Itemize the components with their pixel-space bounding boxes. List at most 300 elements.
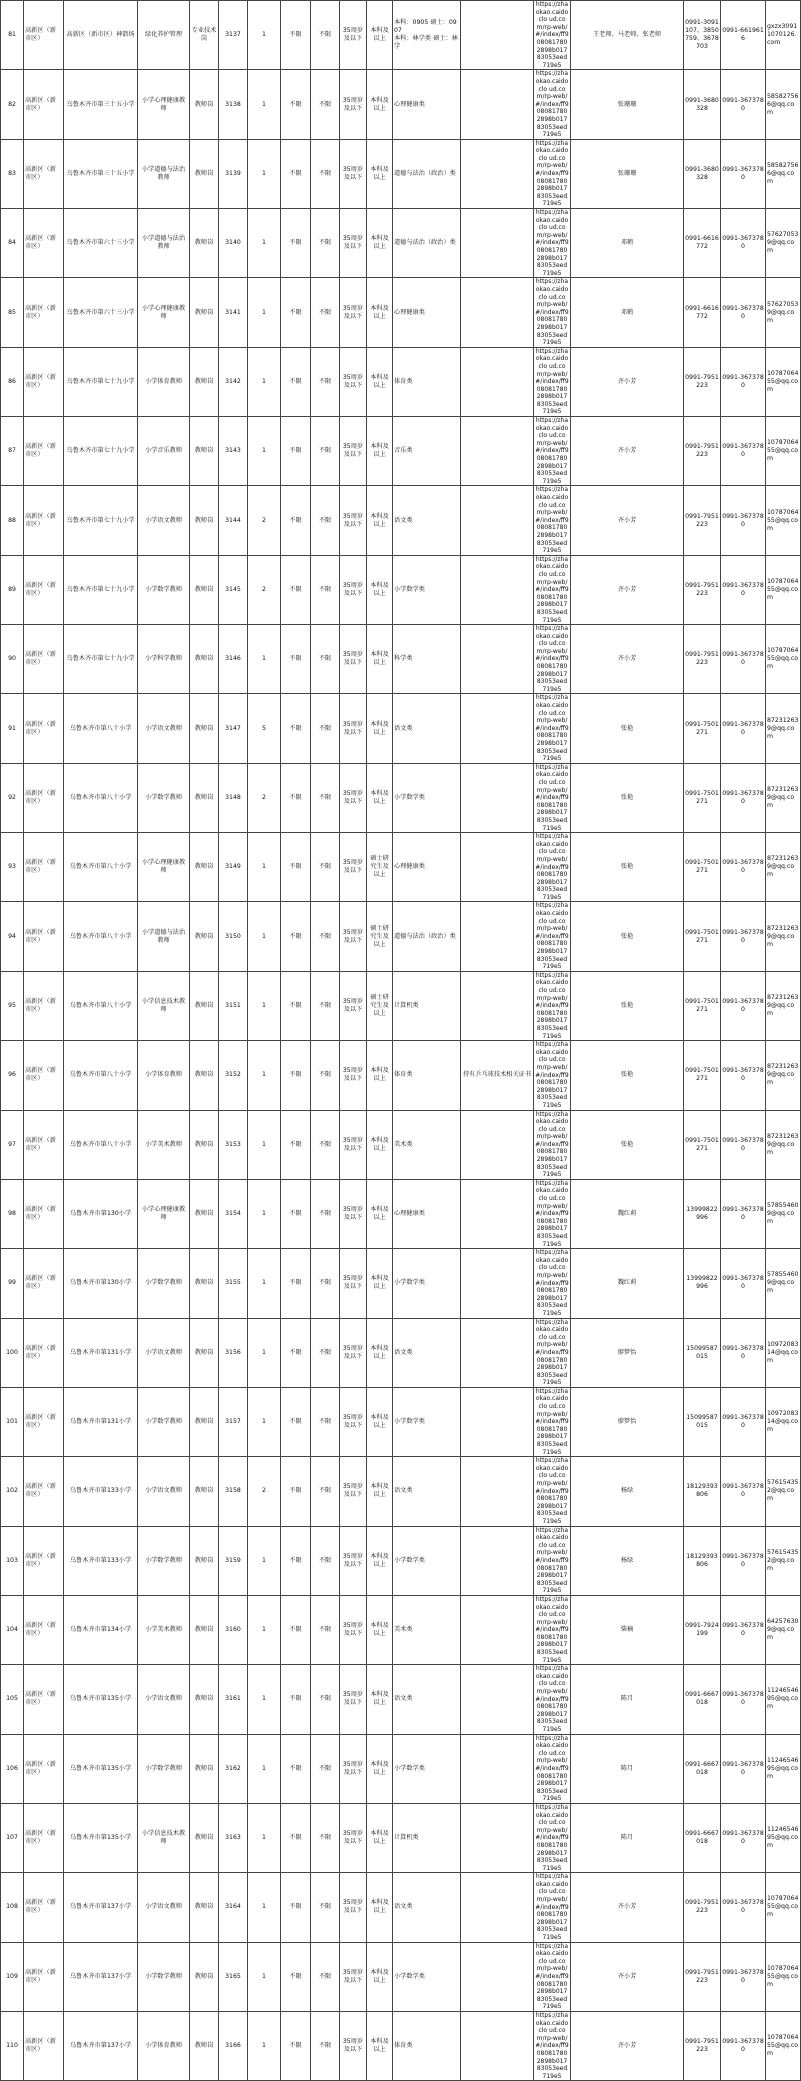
cell-major bbox=[393, 1179, 461, 1248]
cell-website: https://zhaokao.caidoclo ud.com/rp-web/#/index/ff9080817802898b01783053eed719e5 bbox=[535, 1457, 569, 1525]
cell-count: 1 bbox=[248, 625, 281, 694]
cell-requirement-a: 不限 bbox=[281, 1387, 311, 1456]
cell-unit: 乌鲁木齐市第137小学 bbox=[64, 2011, 138, 2080]
cell-age: 35周岁及以下 bbox=[340, 971, 367, 1040]
cell-phone: 0991-7924199 bbox=[684, 1595, 721, 1664]
cell-code: 3153 bbox=[219, 1110, 248, 1179]
cell-count: 2 bbox=[248, 486, 281, 555]
cell-requirement-a: 不限 bbox=[281, 1665, 311, 1734]
cell-contact: 张艳 bbox=[571, 971, 684, 1040]
cell-age: 35周岁及以下 bbox=[340, 1110, 367, 1179]
cell-code: 3138 bbox=[219, 70, 248, 139]
cell-unit: 乌鲁木齐市第131小学 bbox=[64, 1387, 138, 1456]
cell-email: 1097208314@qq.com bbox=[766, 1318, 801, 1387]
cell-code: 3146 bbox=[219, 625, 248, 694]
cell-code: 3160 bbox=[219, 1595, 248, 1664]
cell-education: 本科及以上 bbox=[367, 1457, 393, 1526]
cell-complaint-phone: 0991-3673780 bbox=[721, 139, 766, 208]
cell-email: 1078706455@qq.com bbox=[766, 347, 801, 416]
cell-district: 高新区（新市区） bbox=[24, 1665, 64, 1734]
cell-education: 本科及以上 bbox=[367, 1318, 393, 1387]
table-row bbox=[1, 555, 801, 624]
cell-seq: 99 bbox=[1, 1249, 24, 1318]
cell-district: 高新区（新市区） bbox=[24, 971, 64, 1040]
cell-unit: 乌鲁木齐市第137小学 bbox=[64, 1942, 138, 2011]
cell-requirement-a: 不限 bbox=[281, 1457, 311, 1526]
cell-seq: 108 bbox=[1, 1873, 24, 1942]
cell-major bbox=[393, 1803, 461, 1872]
cell-requirement-b: 不限 bbox=[311, 1110, 340, 1179]
cell-major bbox=[393, 763, 461, 832]
cell-count: 1 bbox=[248, 70, 281, 139]
cell-district: 高新区（新市区） bbox=[24, 70, 64, 139]
cell-unit: 乌鲁木齐市第131小学 bbox=[64, 1318, 138, 1387]
cell-code: 3137 bbox=[219, 1, 248, 70]
cell-count: 1 bbox=[248, 833, 281, 902]
cell-requirement-a: 不限 bbox=[281, 1249, 311, 1318]
cell-unit: 乌鲁木齐市第137小学 bbox=[64, 1873, 138, 1942]
cell-count: 1 bbox=[248, 1110, 281, 1179]
cell-email: gxzx30911070126.com bbox=[766, 1, 801, 70]
cell-position: 小学数学教师 bbox=[138, 1526, 190, 1595]
cell-requirement-b: 不限 bbox=[311, 70, 340, 139]
cell-age: 35周岁及以下 bbox=[340, 417, 367, 486]
cell-category: 教师岗 bbox=[190, 1041, 219, 1110]
cell-unit: 乌鲁木齐市第八十小学 bbox=[64, 902, 138, 971]
cell-age: 35周岁及以下 bbox=[340, 763, 367, 832]
cell-position: 小学语文教师 bbox=[138, 1665, 190, 1734]
cell-position: 小学数学教师 bbox=[138, 1249, 190, 1318]
cell-code: 3150 bbox=[219, 902, 248, 971]
cell-category: 教师岗 bbox=[190, 1595, 219, 1664]
cell-major-category: 语文类 bbox=[394, 724, 413, 732]
cell-seq: 93 bbox=[1, 833, 24, 902]
cell-requirement-b: 不限 bbox=[311, 347, 340, 416]
cell-age: 35周岁及以下 bbox=[340, 1249, 367, 1318]
cell-complaint-phone: 0991-3673780 bbox=[721, 833, 766, 902]
cell-contact: 齐小芳 bbox=[571, 1942, 684, 2011]
cell-phone: 18129393806 bbox=[684, 1526, 721, 1595]
cell-unit: 乌鲁木齐市第七十九小学 bbox=[64, 347, 138, 416]
cell-requirement-b: 不限 bbox=[311, 1942, 340, 2011]
cell-position: 小学体育教师 bbox=[138, 347, 190, 416]
cell-contact: 张珊珊 bbox=[571, 139, 684, 208]
cell-unit: 乌鲁木齐市第133小学 bbox=[64, 1457, 138, 1526]
cell-contact: 邓鹤 bbox=[571, 278, 684, 347]
cell-email: 1078706455@qq.com bbox=[766, 625, 801, 694]
table-row bbox=[1, 70, 801, 139]
cell-education: 本科及以上 bbox=[367, 1942, 393, 2011]
table-row bbox=[1, 1, 801, 70]
cell-district: 高新区（新市区） bbox=[24, 694, 64, 763]
cell-requirement-a: 不限 bbox=[281, 1, 311, 70]
table-row bbox=[1, 902, 801, 971]
cell-website: https://zhaokao.caidoclo ud.com/rp-web/#/index/ff9080817802898b01783053eed719e5 bbox=[535, 763, 569, 832]
cell-code: 3164 bbox=[219, 1873, 248, 1942]
table-row bbox=[1, 1942, 801, 2011]
cell-major-category: 心理健康类 bbox=[394, 308, 425, 316]
cell-other-condition bbox=[461, 1387, 534, 1456]
cell-requirement-b: 不限 bbox=[311, 417, 340, 486]
cell-major-category: 小学数学类 bbox=[394, 1556, 425, 1564]
cell-unit: 乌鲁木齐市第八十小学 bbox=[64, 694, 138, 763]
cell-complaint-phone: 0991-3673780 bbox=[721, 70, 766, 139]
table-row bbox=[1, 694, 801, 763]
cell-unit: 乌鲁木齐市第六十三小学 bbox=[64, 278, 138, 347]
cell-phone: 13999822996 bbox=[684, 1249, 721, 1318]
cell-requirement-b: 不限 bbox=[311, 278, 340, 347]
table-body bbox=[1, 1, 801, 2081]
table-row bbox=[1, 417, 801, 486]
cell-code: 3161 bbox=[219, 1665, 248, 1734]
cell-website: https://zhaokao.caidoclo ud.com/rp-web/#/index/ff9080817802898b01783053eed719e5 bbox=[535, 833, 569, 901]
cell-unit: 乌鲁木齐市第八十小学 bbox=[64, 763, 138, 832]
cell-other-condition bbox=[461, 1318, 534, 1387]
table-row bbox=[1, 763, 801, 832]
cell-position: 小学语文教师 bbox=[138, 694, 190, 763]
cell-code: 3156 bbox=[219, 1318, 248, 1387]
table-row bbox=[1, 209, 801, 278]
cell-requirement-b: 不限 bbox=[311, 833, 340, 902]
cell-education: 本科及以上 bbox=[367, 70, 393, 139]
cell-category: 教师岗 bbox=[190, 209, 219, 278]
cell-complaint-phone: 0991-3673780 bbox=[721, 1734, 766, 1803]
cell-category: 教师岗 bbox=[190, 2011, 219, 2080]
cell-other-condition bbox=[461, 555, 534, 624]
cell-education: 本科及以上 bbox=[367, 1526, 393, 1595]
cell-email: 585827566@qq.com bbox=[766, 70, 801, 139]
cell-requirement-b: 不限 bbox=[311, 1387, 340, 1456]
cell-category: 教师岗 bbox=[190, 1734, 219, 1803]
cell-website: https://zhaokao.caidoclo ud.com/rp-web/#/index/ff9080817802898b01783053eed719e5 bbox=[535, 1387, 569, 1456]
cell-education: 硕士研究生及以上 bbox=[367, 971, 393, 1040]
cell-category: 教师岗 bbox=[190, 1526, 219, 1595]
cell-requirement-a: 不限 bbox=[281, 1873, 311, 1942]
cell-age: 35周岁及以下 bbox=[340, 139, 367, 208]
cell-position: 小学数学教师 bbox=[138, 555, 190, 624]
cell-age: 35周岁及以下 bbox=[340, 555, 367, 624]
cell-category: 教师岗 bbox=[190, 1249, 219, 1318]
cell-count: 1 bbox=[248, 1942, 281, 2011]
cell-seq: 109 bbox=[1, 1942, 24, 2011]
cell-education: 本科及以上 bbox=[367, 1387, 393, 1456]
cell-seq: 89 bbox=[1, 555, 24, 624]
cell-seq: 102 bbox=[1, 1457, 24, 1526]
cell-code: 3154 bbox=[219, 1179, 248, 1248]
cell-district: 高新区（新市区） bbox=[24, 1249, 64, 1318]
cell-position: 小学心理健康教师 bbox=[138, 1179, 190, 1248]
cell-website: https://zhaokao.caidoclo ud.com/rp-web/#/index/ff9080817802898b01783053eed719e5 bbox=[535, 1595, 569, 1664]
cell-seq: 81 bbox=[1, 1, 24, 70]
cell-email: 1124654695@qq.com bbox=[766, 1665, 801, 1734]
cell-requirement-b: 不限 bbox=[311, 902, 340, 971]
cell-contact: 张艳 bbox=[571, 1110, 684, 1179]
cell-major bbox=[393, 70, 461, 139]
cell-major-category: 语文类 bbox=[394, 1348, 413, 1356]
cell-unit: 乌鲁木齐市第三十五小学 bbox=[64, 139, 138, 208]
cell-category: 教师岗 bbox=[190, 625, 219, 694]
cell-education: 本科及以上 bbox=[367, 417, 393, 486]
cell-seq: 106 bbox=[1, 1734, 24, 1803]
cell-other-condition bbox=[461, 417, 534, 486]
cell-count: 1 bbox=[248, 1665, 281, 1734]
cell-age: 35周岁及以下 bbox=[340, 694, 367, 763]
cell-count: 1 bbox=[248, 1803, 281, 1872]
cell-age: 35周岁及以下 bbox=[340, 1041, 367, 1110]
cell-website: https://zhaokao.caidoclo ud.com/rp-web/#/index/ff9080817802898b01783053eed719e5 bbox=[535, 1873, 569, 1942]
cell-age: 35周岁及以下 bbox=[340, 625, 367, 694]
cell-email: 1078706455@qq.com bbox=[766, 417, 801, 486]
cell-major-category: 美术类 bbox=[394, 1626, 413, 1634]
cell-other-condition bbox=[461, 347, 534, 416]
cell-education: 硕士研究生及以上 bbox=[367, 902, 393, 971]
cell-requirement-a: 不限 bbox=[281, 347, 311, 416]
cell-category: 教师岗 bbox=[190, 1665, 219, 1734]
cell-requirement-b: 不限 bbox=[311, 763, 340, 832]
table-row bbox=[1, 1041, 801, 1110]
cell-major bbox=[393, 1041, 461, 1110]
cell-unit: 乌鲁木齐市第七十九小学 bbox=[64, 417, 138, 486]
cell-category: 教师岗 bbox=[190, 1387, 219, 1456]
cell-phone: 0991-6667018 bbox=[684, 1665, 721, 1734]
cell-contact: 齐小芳 bbox=[571, 347, 684, 416]
cell-seq: 95 bbox=[1, 971, 24, 1040]
cell-other-condition bbox=[461, 1942, 534, 2011]
cell-contact: 张珊珊 bbox=[571, 70, 684, 139]
cell-requirement-a: 不限 bbox=[281, 1179, 311, 1248]
cell-contact: 陈月 bbox=[571, 1803, 684, 1872]
cell-position: 小学道德与法治教师 bbox=[138, 209, 190, 278]
cell-age: 35周岁及以下 bbox=[340, 278, 367, 347]
cell-email: 1078706455@qq.com bbox=[766, 1873, 801, 1942]
cell-major-category: 体育类 bbox=[394, 1071, 413, 1079]
cell-position: 小学心理健康教师 bbox=[138, 833, 190, 902]
cell-phone: 0991-7501271 bbox=[684, 694, 721, 763]
cell-other-condition bbox=[461, 486, 534, 555]
cell-major-category: 心理健康类 bbox=[394, 1210, 425, 1218]
cell-position: 小学信息技术教师 bbox=[138, 971, 190, 1040]
cell-requirement-a: 不限 bbox=[281, 971, 311, 1040]
cell-major-category: 体育类 bbox=[394, 377, 413, 385]
cell-phone: 0991-6667018 bbox=[684, 1803, 721, 1872]
cell-email: 872312639@qq.com bbox=[766, 902, 801, 971]
cell-email: 872312639@qq.com bbox=[766, 1110, 801, 1179]
cell-district: 高新区（新市区） bbox=[24, 1595, 64, 1664]
cell-education: 本科及以上 bbox=[367, 2011, 393, 2080]
cell-district: 高新区（新市区） bbox=[24, 1110, 64, 1179]
cell-other-condition bbox=[461, 625, 534, 694]
cell-requirement-b: 不限 bbox=[311, 555, 340, 624]
cell-major bbox=[393, 347, 461, 416]
cell-code: 3166 bbox=[219, 2011, 248, 2080]
cell-complaint-phone: 0991-3673780 bbox=[721, 625, 766, 694]
cell-seq: 100 bbox=[1, 1318, 24, 1387]
cell-major-category: 道德与法治（政治）类 bbox=[394, 239, 456, 247]
cell-contact: 杨绿 bbox=[571, 1526, 684, 1595]
cell-age: 35周岁及以下 bbox=[340, 1457, 367, 1526]
cell-complaint-phone: 0991-3673780 bbox=[721, 278, 766, 347]
cell-code: 3140 bbox=[219, 209, 248, 278]
cell-contact: 齐小芳 bbox=[571, 625, 684, 694]
cell-unit: 乌鲁木齐市第八十小学 bbox=[64, 1110, 138, 1179]
cell-complaint-phone: 0991-3673780 bbox=[721, 486, 766, 555]
cell-education: 硕士研究生及以上 bbox=[367, 833, 393, 902]
cell-contact: 廖梦怡 bbox=[571, 1318, 684, 1387]
cell-district: 高新区（新市区） bbox=[24, 2011, 64, 2080]
cell-age: 35周岁及以下 bbox=[340, 833, 367, 902]
cell-other-condition bbox=[461, 1249, 534, 1318]
cell-website: https://zhaokao.caidoclo ud.com/rp-web/#/index/ff9080817802898b01783053eed719e5 bbox=[535, 1249, 569, 1317]
cell-age: 35周岁及以下 bbox=[340, 1, 367, 70]
cell-district: 高新区（新市区） bbox=[24, 1, 64, 70]
cell-other-condition bbox=[461, 278, 534, 347]
cell-count: 1 bbox=[248, 1526, 281, 1595]
cell-email: 576270539@qq.com bbox=[766, 278, 801, 347]
cell-phone: 0991-7501271 bbox=[684, 833, 721, 902]
table-row bbox=[1, 347, 801, 416]
cell-seq: 103 bbox=[1, 1526, 24, 1595]
cell-age: 35周岁及以下 bbox=[340, 1387, 367, 1456]
cell-complaint-phone: 0991-3673780 bbox=[721, 763, 766, 832]
cell-age: 35周岁及以下 bbox=[340, 1318, 367, 1387]
cell-major-category: 美术类 bbox=[394, 1140, 413, 1148]
cell-website: https://zhaokao.caidoclo ud.com/rp-web/#/index/ff9080817802898b01783053eed719e5 bbox=[535, 209, 569, 277]
cell-code: 3142 bbox=[219, 347, 248, 416]
cell-major-category: 心理健康类 bbox=[394, 100, 425, 108]
cell-education: 本科及以上 bbox=[367, 625, 393, 694]
cell-education: 本科及以上 bbox=[367, 1249, 393, 1318]
cell-contact: 齐小芳 bbox=[571, 555, 684, 624]
cell-count: 1 bbox=[248, 139, 281, 208]
cell-other-condition bbox=[461, 1526, 534, 1595]
cell-seq: 98 bbox=[1, 1179, 24, 1248]
cell-position: 小学音乐教师 bbox=[138, 417, 190, 486]
cell-seq: 105 bbox=[1, 1665, 24, 1734]
cell-count: 1 bbox=[248, 1041, 281, 1110]
table-row bbox=[1, 971, 801, 1040]
cell-website: https://zhaokao.caidoclo ud.com/rp-web/#/index/ff9080817802898b01783053eed719e5 bbox=[535, 70, 569, 139]
cell-email: 578554609@qq.com bbox=[766, 1179, 801, 1248]
cell-requirement-b: 不限 bbox=[311, 486, 340, 555]
cell-unit: 乌鲁木齐市第133小学 bbox=[64, 1526, 138, 1595]
table-row bbox=[1, 2011, 801, 2080]
table-row bbox=[1, 1665, 801, 1734]
cell-phone: 0991-7951223 bbox=[684, 625, 721, 694]
cell-position: 小学体育教师 bbox=[138, 2011, 190, 2080]
cell-unit: 乌鲁木齐市第七十九小学 bbox=[64, 555, 138, 624]
cell-position: 小学数学教师 bbox=[138, 1942, 190, 2011]
cell-requirement-b: 不限 bbox=[311, 1803, 340, 1872]
cell-major-category: 小学数学类 bbox=[394, 1418, 425, 1426]
cell-phone: 15099587015 bbox=[684, 1387, 721, 1456]
cell-category: 教师岗 bbox=[190, 70, 219, 139]
cell-position: 小学信息技术教师 bbox=[138, 1803, 190, 1872]
cell-district: 高新区（新市区） bbox=[24, 1942, 64, 2011]
cell-unit: 乌鲁木齐市第八十小学 bbox=[64, 833, 138, 902]
cell-district: 高新区（新市区） bbox=[24, 1803, 64, 1872]
cell-email: 642576309@qq.com bbox=[766, 1595, 801, 1664]
cell-district: 高新区（新市区） bbox=[24, 1734, 64, 1803]
cell-count: 5 bbox=[248, 694, 281, 763]
cell-requirement-b: 不限 bbox=[311, 1595, 340, 1664]
cell-requirement-a: 不限 bbox=[281, 1595, 311, 1664]
table-row bbox=[1, 278, 801, 347]
cell-education: 本科及以上 bbox=[367, 139, 393, 208]
cell-seq: 85 bbox=[1, 278, 24, 347]
cell-requirement-b: 不限 bbox=[311, 694, 340, 763]
cell-category: 教师岗 bbox=[190, 763, 219, 832]
table-row bbox=[1, 1249, 801, 1318]
cell-code: 3159 bbox=[219, 1526, 248, 1595]
cell-seq: 87 bbox=[1, 417, 24, 486]
cell-phone: 0991-6667018 bbox=[684, 1734, 721, 1803]
cell-email: 576154352@qq.com bbox=[766, 1526, 801, 1595]
cell-code: 3158 bbox=[219, 1457, 248, 1526]
cell-phone: 0991-7951223 bbox=[684, 1942, 721, 2011]
cell-requirement-a: 不限 bbox=[281, 417, 311, 486]
cell-category: 专业技术岗 bbox=[190, 1, 219, 70]
cell-other-condition bbox=[461, 1179, 534, 1248]
cell-requirement-a: 不限 bbox=[281, 763, 311, 832]
cell-website: https://zhaokao.caidoclo ud.com/rp-web/#/index/ff9080817802898b01783053eed719e5 bbox=[535, 625, 569, 693]
cell-website: https://zhaokao.caidoclo ud.com/rp-web/#/index/ff9080817802898b01783053eed719e5 bbox=[535, 1110, 569, 1179]
cell-contact: 魏红莉 bbox=[571, 1179, 684, 1248]
cell-position: 小学体育教师 bbox=[138, 1041, 190, 1110]
cell-position: 小学数学教师 bbox=[138, 1387, 190, 1456]
cell-phone: 0991-3680328 bbox=[684, 139, 721, 208]
cell-requirement-a: 不限 bbox=[281, 625, 311, 694]
cell-seq: 83 bbox=[1, 139, 24, 208]
cell-major bbox=[393, 486, 461, 555]
cell-position: 小学美术教师 bbox=[138, 1595, 190, 1664]
cell-education: 本科及以上 bbox=[367, 1595, 393, 1664]
cell-contact: 张艳 bbox=[571, 1041, 684, 1110]
cell-major bbox=[393, 1595, 461, 1664]
cell-other-condition bbox=[461, 1734, 534, 1803]
cell-category: 教师岗 bbox=[190, 971, 219, 1040]
cell-major bbox=[393, 833, 461, 902]
cell-contact: 杨绿 bbox=[571, 1457, 684, 1526]
cell-other-condition bbox=[461, 902, 534, 971]
cell-requirement-a: 不限 bbox=[281, 1318, 311, 1387]
cell-complaint-phone: 0991-3673780 bbox=[721, 417, 766, 486]
cell-age: 35周岁及以下 bbox=[340, 902, 367, 971]
cell-phone: 0991-7951223 bbox=[684, 555, 721, 624]
cell-email: 1078706455@qq.com bbox=[766, 555, 801, 624]
cell-district: 高新区（新市区） bbox=[24, 209, 64, 278]
cell-other-condition bbox=[461, 70, 534, 139]
cell-education: 本科及以上 bbox=[367, 1041, 393, 1110]
cell-count: 2 bbox=[248, 555, 281, 624]
cell-other-condition bbox=[461, 1803, 534, 1872]
cell-count: 1 bbox=[248, 1318, 281, 1387]
cell-category: 教师岗 bbox=[190, 139, 219, 208]
cell-category: 教师岗 bbox=[190, 833, 219, 902]
cell-major-category: 语文类 bbox=[394, 1903, 413, 1911]
cell-position: 小学语文教师 bbox=[138, 486, 190, 555]
cell-major bbox=[393, 2011, 461, 2080]
cell-unit: 乌鲁木齐市第七十九小学 bbox=[64, 486, 138, 555]
cell-contact: 王老师、马老师、张老师 bbox=[571, 1, 684, 70]
cell-requirement-a: 不限 bbox=[281, 209, 311, 278]
cell-seq: 97 bbox=[1, 1110, 24, 1179]
cell-email: 1124654695@qq.com bbox=[766, 1803, 801, 1872]
cell-major-category: 语文类 bbox=[394, 516, 413, 524]
cell-count: 1 bbox=[248, 209, 281, 278]
cell-unit: 乌鲁木齐市第八十小学 bbox=[64, 1041, 138, 1110]
cell-district: 高新区（新市区） bbox=[24, 1526, 64, 1595]
cell-code: 3141 bbox=[219, 278, 248, 347]
